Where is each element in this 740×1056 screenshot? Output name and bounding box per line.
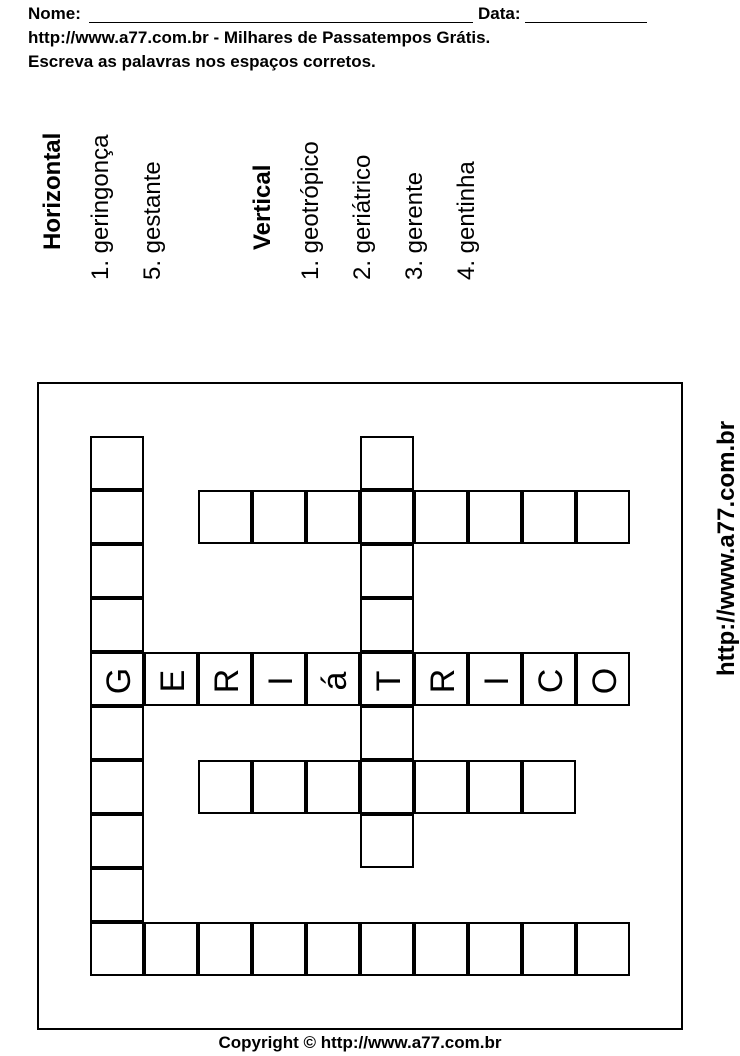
cell-letter: á: [316, 671, 354, 691]
crossword-cell[interactable]: [468, 760, 522, 814]
crossword-cell[interactable]: [90, 490, 144, 544]
crossword-cell[interactable]: [360, 436, 414, 490]
horizontal-clue-5: 5. gestante: [139, 161, 166, 280]
cell-letter: R: [208, 668, 246, 694]
crossword-cell[interactable]: [468, 490, 522, 544]
horizontal-clue-1: 1. geringonça: [87, 134, 114, 280]
crossword-cell[interactable]: [414, 652, 468, 706]
crossword-cell[interactable]: [306, 490, 360, 544]
cell-letter: I: [262, 676, 300, 686]
vertical-clue-2: 2. geriátrico: [349, 154, 376, 280]
crossword-cell[interactable]: [306, 652, 360, 706]
crossword-cell[interactable]: [360, 760, 414, 814]
cell-letter: R: [424, 668, 462, 694]
crossword-cell[interactable]: [90, 436, 144, 490]
horizontal-title: Horizontal: [39, 132, 66, 250]
vertical-clue-1: 1. geotrópico: [297, 141, 324, 280]
crossword-cell[interactable]: [144, 922, 198, 976]
crossword-cell[interactable]: [360, 544, 414, 598]
crossword-cell[interactable]: [252, 760, 306, 814]
cell-letter: G: [100, 667, 138, 695]
crossword-cell[interactable]: [306, 922, 360, 976]
crossword-cell[interactable]: [252, 922, 306, 976]
crossword-cell[interactable]: [198, 652, 252, 706]
crossword-cell[interactable]: [360, 490, 414, 544]
crossword-cell[interactable]: [468, 652, 522, 706]
crossword-cell[interactable]: [360, 814, 414, 868]
crossword-cell[interactable]: [198, 760, 252, 814]
vertical-title: Vertical: [249, 164, 276, 250]
crossword-cell[interactable]: [576, 490, 630, 544]
vertical-clue-4: 4. gentinha: [453, 161, 480, 280]
crossword-cell[interactable]: [360, 922, 414, 976]
crossword-cell[interactable]: [90, 652, 144, 706]
vertical-clue-3: 3. gerente: [401, 171, 428, 280]
crossword-cell[interactable]: [360, 652, 414, 706]
date-field-line[interactable]: [525, 22, 647, 23]
crossword-cell[interactable]: [252, 490, 306, 544]
crossword-cell[interactable]: [522, 760, 576, 814]
instructions: Escreva as palavras nos espaços corretos.: [28, 52, 376, 71]
crossword-cell[interactable]: [468, 922, 522, 976]
name-field-line[interactable]: [89, 22, 473, 23]
crossword-cell[interactable]: [90, 922, 144, 976]
crossword-cell[interactable]: [414, 922, 468, 976]
crossword-cell[interactable]: [90, 706, 144, 760]
crossword-cell[interactable]: [522, 652, 576, 706]
crossword-cell[interactable]: [90, 598, 144, 652]
cell-letter: E: [154, 669, 192, 693]
crossword-cell[interactable]: [90, 544, 144, 598]
crossword-cell[interactable]: [522, 922, 576, 976]
crossword-cell[interactable]: [360, 598, 414, 652]
crossword-cell[interactable]: [306, 760, 360, 814]
crossword-cell[interactable]: [198, 490, 252, 544]
crossword-cell[interactable]: [522, 490, 576, 544]
name-label: Nome:: [28, 4, 81, 23]
crossword-cell[interactable]: [90, 868, 144, 922]
crossword-cell[interactable]: [414, 760, 468, 814]
crossword-cell[interactable]: [360, 706, 414, 760]
cell-letter: T: [370, 670, 408, 692]
side-url: http://www.a77.com.br: [713, 420, 740, 676]
crossword-cell[interactable]: [90, 760, 144, 814]
cell-letter: O: [586, 667, 624, 695]
crossword-cell[interactable]: [414, 490, 468, 544]
crossword-cell[interactable]: [252, 652, 306, 706]
cell-letter: I: [478, 676, 516, 686]
cell-letter: C: [532, 668, 570, 694]
crossword-cell[interactable]: [576, 922, 630, 976]
site-tagline: http://www.a77.com.br - Milhares de Passatempos Grátis.: [28, 28, 491, 47]
crossword-cell[interactable]: [90, 814, 144, 868]
copyright-footer: Copyright © http://www.a77.com.br: [218, 1033, 502, 1052]
crossword-cell[interactable]: [198, 922, 252, 976]
crossword-cell[interactable]: [144, 652, 198, 706]
date-label: Data:: [478, 4, 521, 23]
crossword-cell[interactable]: [576, 652, 630, 706]
